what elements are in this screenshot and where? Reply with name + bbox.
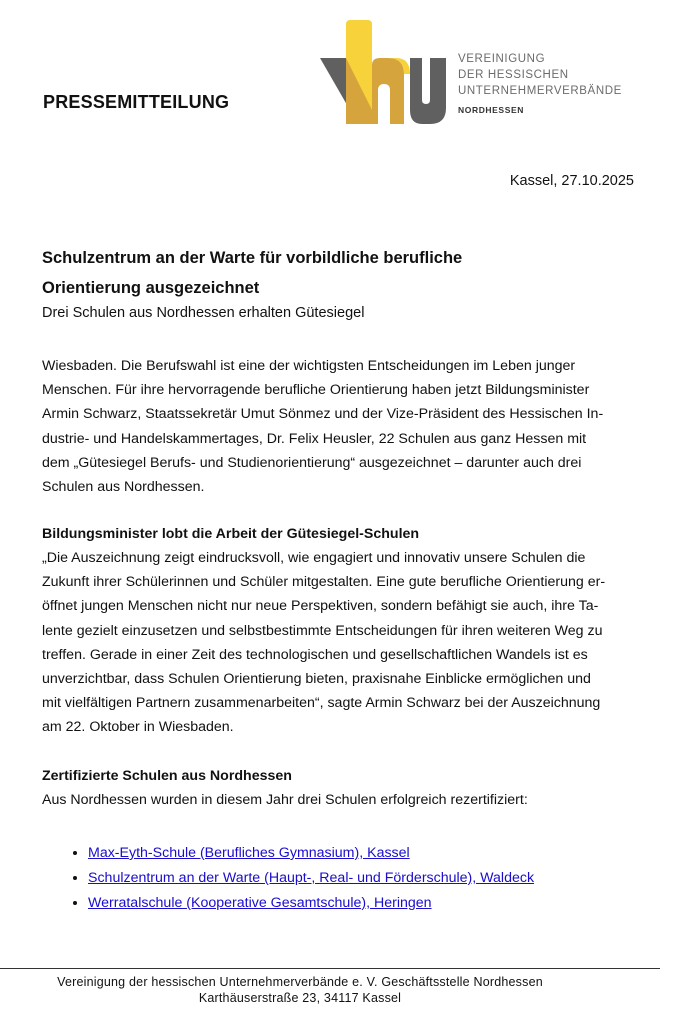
text-line: öffnet jungen Menschen nicht nur neue Perspektiven, sondern befähigt sie auch, ihre Ta- <box>42 598 599 615</box>
quote-paragraph <box>42 546 605 740</box>
section-intro: Aus Nordhessen wurden in diesem Jahr drei Schulen erfolgreich rezertifiziert: <box>42 792 528 808</box>
text-line: Armin Schwarz, Staatssekretär Umut Sönmez und der Vize-Präsident des Hessischen In- <box>42 406 604 423</box>
headline <box>42 243 462 303</box>
logo-region: NORDHESSEN <box>458 105 524 115</box>
list-item <box>88 891 534 916</box>
text-line: „Die Auszeichnung zeigt eindrucksvoll, wie engagiert und innovativ unsere Schulen die <box>42 550 586 566</box>
section-heading: Zertifizierte Schulen aus Nordhessen <box>42 768 292 784</box>
document-type-label: PRESSEMITTEILUNG <box>43 92 230 112</box>
date-line: Kassel, 27.10.2025 <box>509 173 634 189</box>
section-heading: Bildungsminister lobt die Arbeit der Gütesiegel-Schulen <box>42 526 420 542</box>
headline-line: Schulzentrum an der Warte für vorbildliche berufliche <box>42 249 463 267</box>
school-list <box>42 841 534 916</box>
logo-text-line: DER HESSISCHEN <box>458 69 569 81</box>
school-link[interactable]: Max-Eyth-Schule (Berufliches Gymnasium), Kassel <box>88 845 410 861</box>
text-line: am 22. Oktober in Wiesbaden. <box>42 719 234 736</box>
text-line: mit vielfältigen Partnern zusammenarbeiten“, sagte Armin Schwarz bei der Auszeichnung <box>42 695 601 712</box>
text-line: unverzichtbar, dass Schulen Orientierung bieten, praxisnahe Einblicke ermöglichen und <box>42 671 591 688</box>
subheadline: Drei Schulen aus Nordhessen erhalten Gütesiegel <box>42 305 365 321</box>
footer-line: Vereinigung der hessischen Unternehmerverbände e. V. Geschäftsstelle Nordhessen <box>57 975 543 989</box>
text-line: Menschen. Für ihre hervorragende berufliche Orientierung haben jetzt Bildungsminister <box>42 382 590 399</box>
logo-text-line: VEREINIGUNG <box>458 53 546 65</box>
text-line: dustrie- und Handelskammertages, Dr. Felix Heusler, 22 Schulen aus ganz Hessen mit <box>42 430 587 447</box>
text-line: lente gezielt einzusetzen und selbstbestimmte Entscheidungen für ihren weiteren Weg zu <box>42 622 603 639</box>
text-line: Schulen aus Nordhessen. <box>42 479 205 496</box>
text-line: dem „Gütesiegel Berufs- und Studienorientierung“ ausgezeichnet – darunter auch drei <box>42 454 582 471</box>
footer <box>0 974 600 1006</box>
list-item <box>88 841 534 866</box>
text-line: treffen. Gerade in einer Zeit des technologischen und gesellschaftlichen Wandels ist es <box>42 646 588 663</box>
intro-paragraph <box>42 354 603 499</box>
footer-divider <box>0 968 660 969</box>
vhu-logo <box>318 20 448 126</box>
text-line: Zukunft ihrer Schülerinnen und Schüler mitgestalten. Eine gute berufliche Orientierung er- <box>42 574 606 591</box>
list-item <box>88 866 534 891</box>
school-link[interactable]: Schulzentrum an der Warte (Haupt-, Real- und Förderschule), Waldeck <box>88 870 535 886</box>
logo-text-line: UNTERNEHMERVERBÄNDE <box>458 85 622 97</box>
text-line: Wiesbaden. Die Berufswahl ist eine der wichtigsten Entscheidungen im Leben junger <box>42 358 576 374</box>
school-link[interactable]: Werratalschule (Kooperative Gesamtschule), Heringen <box>88 895 432 911</box>
headline-line: Orientierung ausgezeichnet <box>42 279 260 297</box>
footer-line: Karthäuserstraße 23, 34117 Kassel <box>198 991 402 1005</box>
